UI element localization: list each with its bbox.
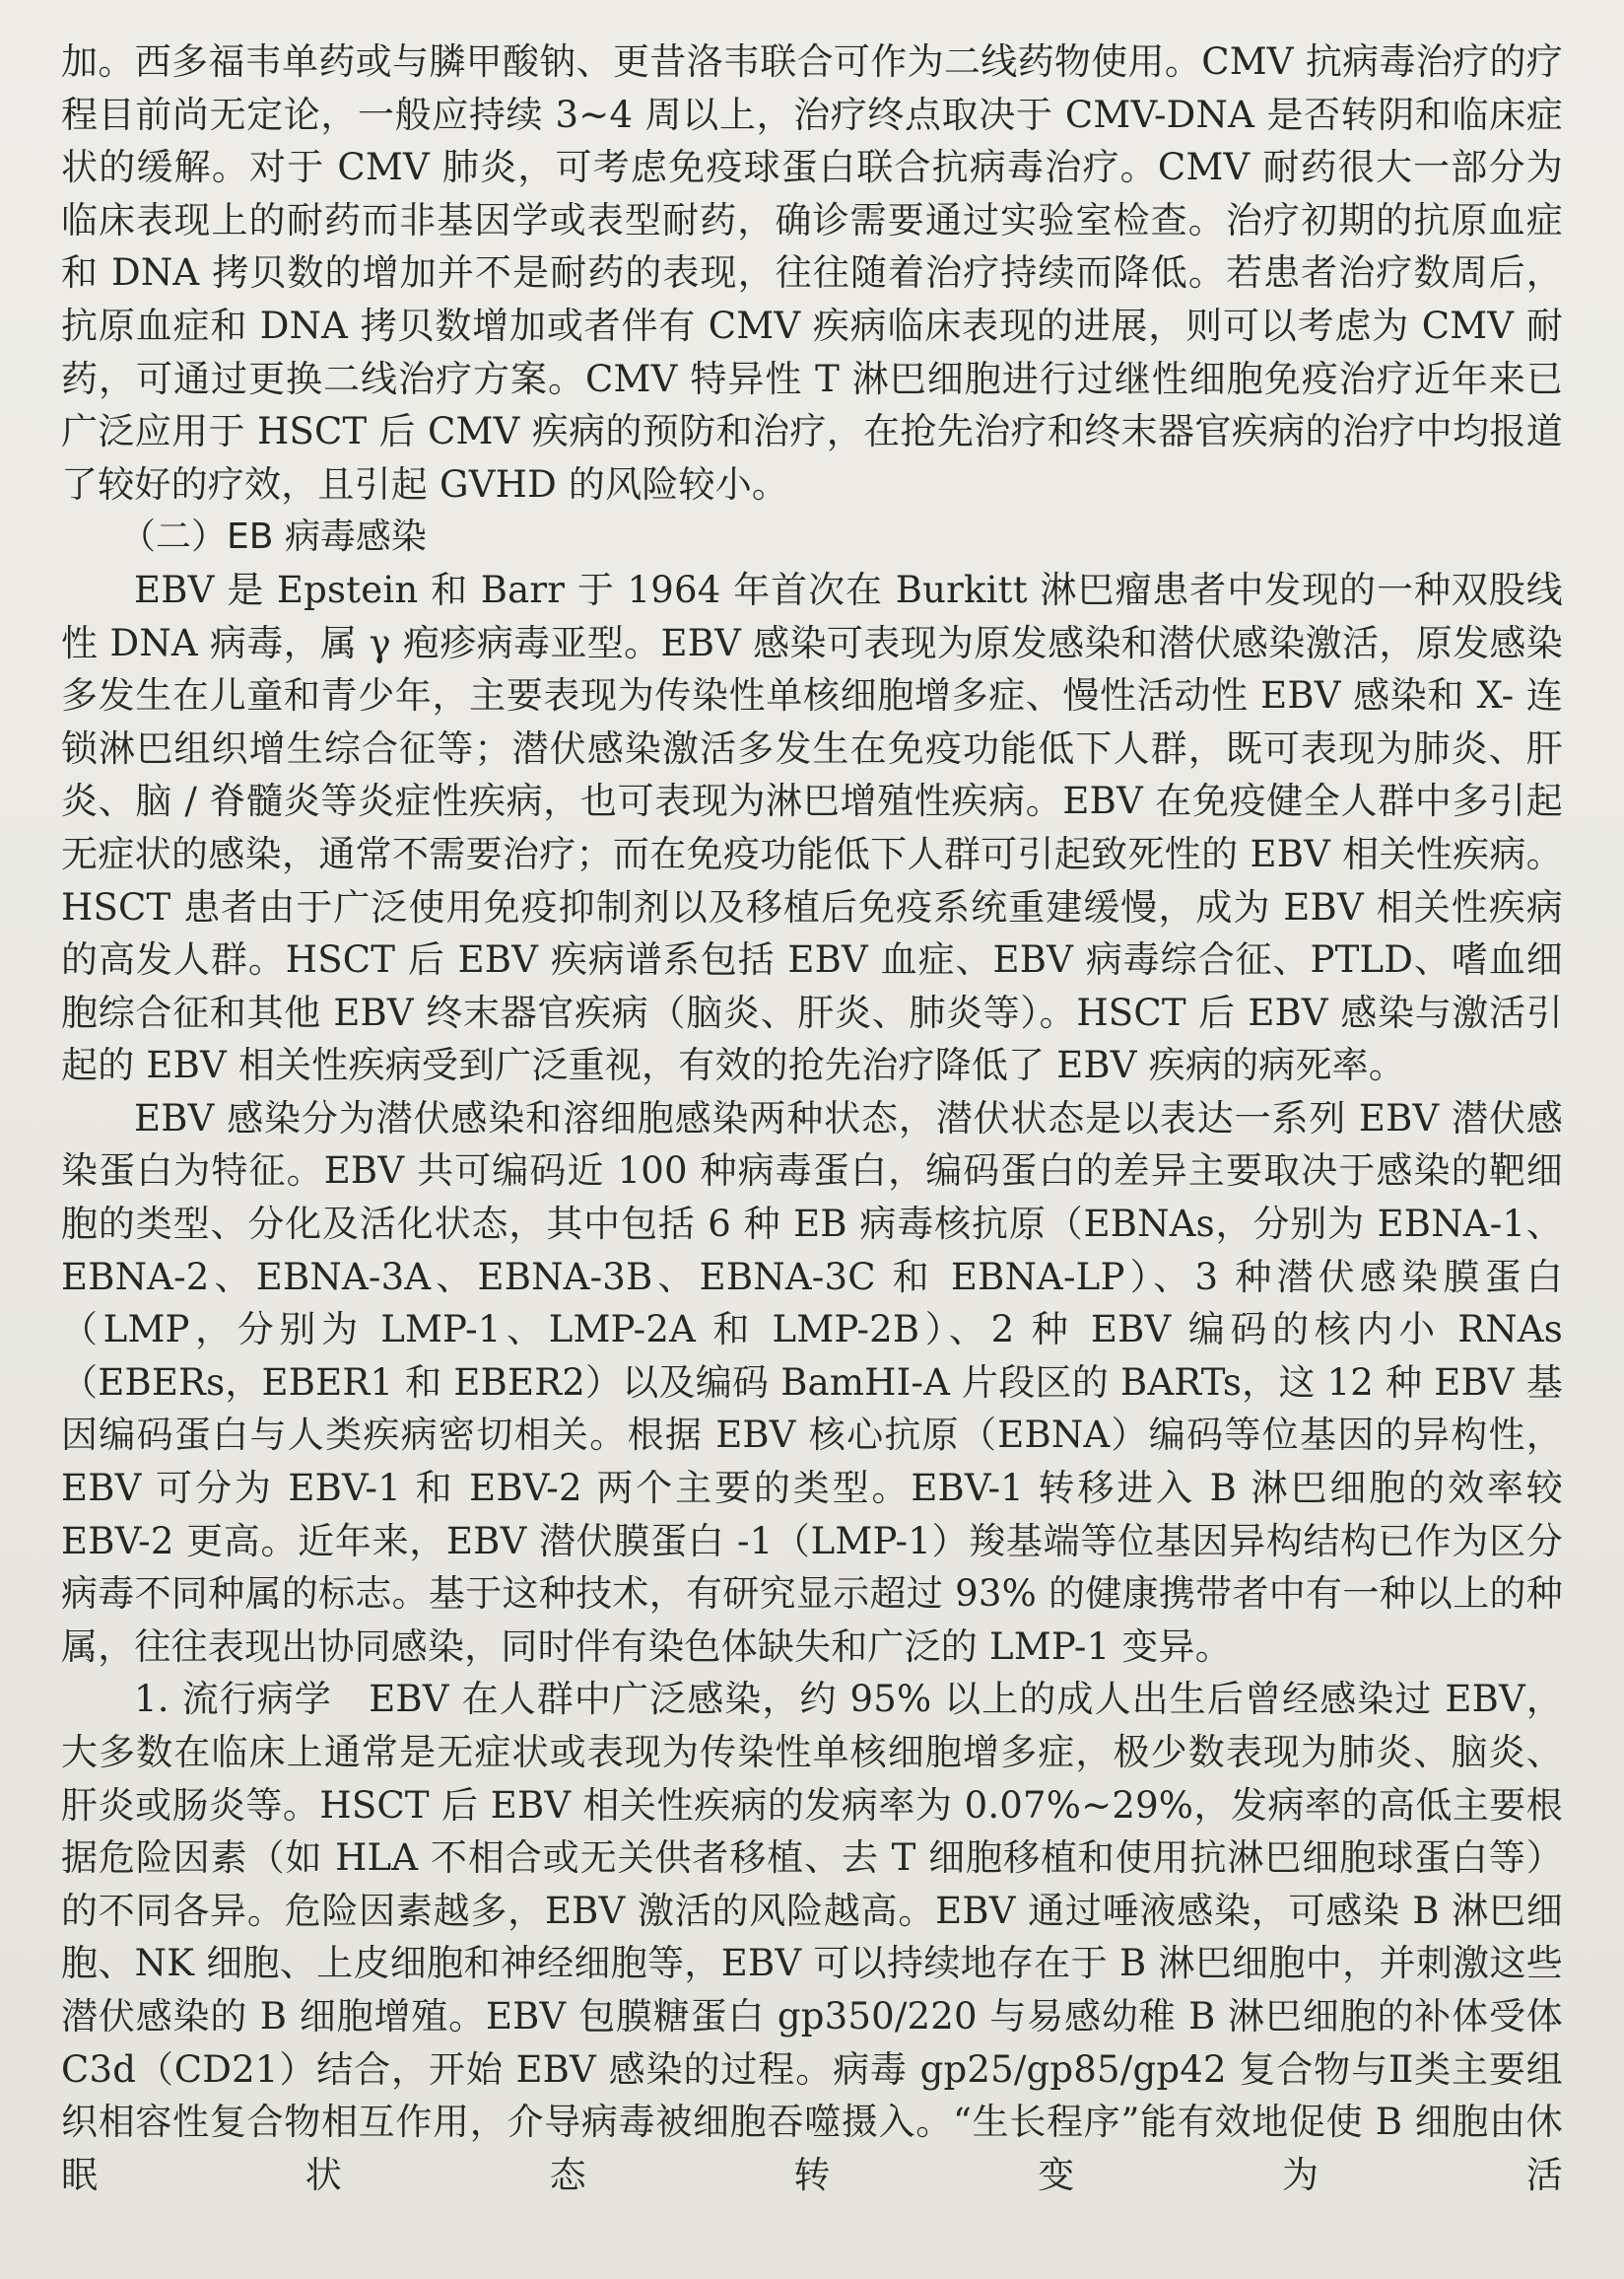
- paragraph-ebv-epidemiology: [61, 1673, 1563, 2201]
- subsection-label-epidemiology: 1. 流行病学: [134, 1678, 332, 1721]
- paragraph-ebv-intro: EBV 是 Epstein 和 Barr 于 1964 年首次在 Burkitt 淋巴瘤患者中发现的一种双股线性 DNA 病毒，属 γ 疱疹病毒亚型。EBV 感染可表现为原发感染和潜伏感染激活，原发感染多发生在儿童和青少年，主要表现为传染性单核细胞增多症、慢性活动性 EBV 感染和 X- 连锁淋巴组织增生综合征等；潜伏感染激活多发生在免疫功能低下人群，既可表现为肺炎、肝炎、脑 / 脊髓炎等炎症性疾病，也可表现为淋巴增殖性疾病。EBV 在免疫健全人群中多引起无症状的感染，通常不需要治疗；而在免疫功能低下人群可引起致死性的 EBV 相关性疾病。HSCT 患者由于广泛使用免疫抑制剂以及移植后免疫系统重建缓慢，成为 EBV 相关性疾病的高发人群。HSCT 后 EBV 疾病谱系包括 EBV 血症、EBV 病毒综合征、PTLD、嗜血细胞综合征和其他 EBV 终末器官疾病（脑炎、肝炎、肺炎等）。HSCT 后 EBV 感染与激活引起的 EBV 相关性疾病受到广泛重视，有效的抢先治疗降低了 EBV 疾病的病死率。: [61, 568, 1563, 1087]
- paragraph-ebv-epidemiology-text: EBV 在人群中广泛感染，约 95% 以上的成人出生后曾经感染过 EBV，大多数在临床上通常是无症状或表现为传染性单核细胞增多症，极少数表现为肺炎、脑炎、肝炎或肠炎等。HSCT 后 EBV 相关性疾病的发病率为 0.07%~29%，发病率的高低主要根据危险因素（如 HLA 不相合或无关供者移植、去 T 细胞移植和使用抗淋巴细胞球蛋白等）的不同各异。危险因素越多，EBV 激活的风险越高。EBV 通过唾液感染，可感染 B 淋巴细胞、NK 细胞、上皮细胞和神经细胞等，EBV 可以持续地存在于 B 淋巴细胞中，并刺激这些潜伏感染的 B 细胞增殖。EBV 包膜糖蛋白 gp350/220 与易感幼稚 B 淋巴细胞的补体受体 C3d（CD21）结合，开始 EBV 感染的过程。病毒 gp25/gp85/gp42 复合物与Ⅱ类主要组织相容性复合物相互作用，介导病毒被细胞吞噬摄入。“生长程序”能有效地促使 B 细胞由休眠状态转变为活: [61, 1678, 1563, 2196]
- paragraph-ebv-latency: EBV 感染分为潜伏感染和溶细胞感染两种状态，潜伏状态是以表达一系列 EBV 潜伏感染蛋白为特征。EBV 共可编码近 100 种病毒蛋白，编码蛋白的差异主要取决于感染的靶细胞的类型、分化及活化状态，其中包括 6 种 EB 病毒核抗原（EBNAs，分别为 EBNA-1、EBNA-2、EBNA-3A、EBNA-3B、EBNA-3C 和 EBNA-LP）、3 种潜伏感染膜蛋白（LMP，分别为 LMP-1、LMP-2A 和 LMP-2B）、2 种 EBV 编码的核内小 RNAs（EBERs，EBER1 和 EBER2）以及编码 BamHI-A 片段区的 BARTs，这 12 种 EBV 基因编码蛋白与人类疾病密切相关。根据 EBV 核心抗原（EBNA）编码等位基因的异构性，EBV 可分为 EBV-1 和 EBV-2 两个主要的类型。EBV-1 转移进入 B 淋巴细胞的效率较 EBV-2 更高。近年来，EBV 潜伏膜蛋白 -1（LMP-1）羧基端等位基因异构结构已作为区分病毒不同种属的标志。基于这种技术，有研究显示超过 93% 的健康携带者中有一种以上的种属，往往表现出协同感染，同时伴有染色体缺失和广泛的 LMP-1 变异。: [61, 1096, 1564, 1668]
- section-heading-ebv: （二）EB 病毒感染: [120, 517, 427, 558]
- paragraph-cmv-treatment: 加。西多福韦单药或与膦甲酸钠、更昔洛韦联合可作为二线药物使用。CMV 抗病毒治疗的疗程目前尚无定论，一般应持续 3~4 周以上，治疗终点取决于 CMV-DNA 是否转阴和临床症状的缓解。对于 CMV 肺炎，可考虑免疫球蛋白联合抗病毒治疗。CMV 耐药很大一部分为临床表现上的耐药而非基因学或表型耐药，确诊需要通过实验室检查。治疗初期的抗原血症和 DNA 拷贝数的增加并不是耐药的表现，往往随着治疗持续而降低。若患者治疗数周后，抗原血症和 DNA 拷贝数增加或者伴有 CMV 疾病临床表现的进展，则可以考虑为 CMV 耐药，可通过更换二线治疗方案。CMV 特异性 T 淋巴细胞进行过继性细胞免疫治疗近年来已广泛应用于 HSCT 后 CMV 疾病的预防和治疗，在抢先治疗和终末器官疾病的治疗中均报道了较好的疗效，且引起 GVHD 的风险较小。: [61, 40, 1563, 506]
- spacer: [332, 1678, 369, 1720]
